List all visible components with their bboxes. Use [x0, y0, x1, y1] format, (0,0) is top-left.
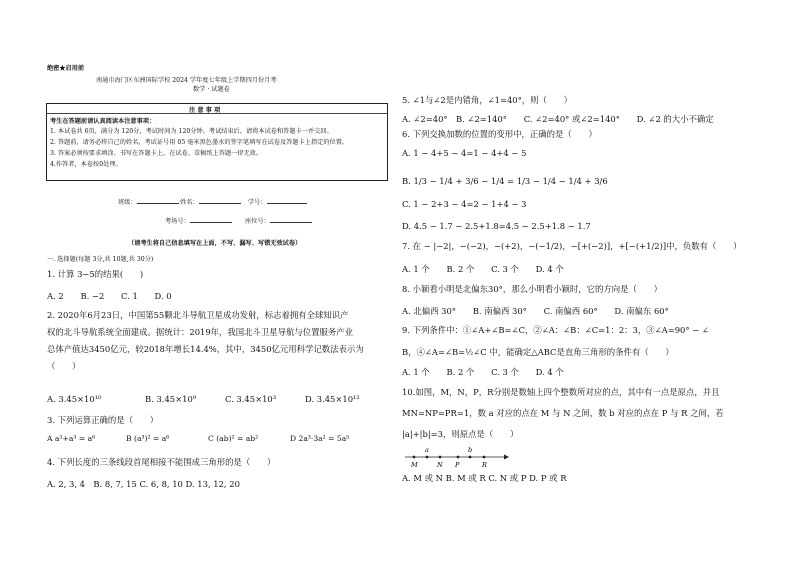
q3-stem: 3. 下列运算正确的是（ ） [47, 415, 159, 425]
label-m: M [411, 461, 418, 468]
q9-options: A. 1 个 B. 2 个 C. 3 个 D. 4 个 [402, 367, 564, 377]
q4-options: A. 2, 3, 4 B. 8, 7, 15 C. 6, 8, 10 D. 13, 12, 20 [47, 479, 240, 489]
q10-line: 10.如图，M，N，P，R分别是数轴上四个整数所对应的点，其中有一点是原点，并且 [402, 387, 720, 397]
notice-item: 3. 答案必须按要求填涂、书写在答题卡上，在试卷、草稿纸上答题一律无效。 [50, 150, 263, 157]
q6-option-a: A. 1 − 4+5 − 4=1 − 4+4 − 5 [402, 148, 527, 158]
label-p: P [455, 461, 460, 468]
exam-subtitle: 数学 · 试题卷 [193, 86, 230, 93]
q10-options: A. M 或 N B. M 或 R C. N 或 P D. P 或 R [402, 473, 567, 483]
q1-options: A. 2 B. −2 C. 1 D. 0 [47, 291, 172, 301]
q4-stem: 4. 下列长度的三条线段首尾相接不能围成三角形的是（ ） [47, 457, 276, 467]
q2-line: 2. 2020年6月23日，中国第55颗北斗导航卫星成功发射，标志着拥有全球知识产 [47, 310, 349, 320]
fill-instruction: （请考生将自己信息填写在上面，不写、漏写、写错无效试卷） [128, 240, 302, 247]
field-name-label: 姓名： [180, 199, 199, 206]
notice-item: 4.作答者，本卷按0处理。 [50, 161, 122, 168]
q1-stem: 1. 计算 3−5的结果( ) [47, 269, 144, 279]
notice-item: 1. 本试卷共 6页，满分为 120分，考试时间为 120分钟。考试结束后，请将本试卷和答题卡一并交回。 [50, 128, 333, 135]
section-heading: 一. 选择题(每题 3分,共 10题,共 30分) [47, 256, 154, 263]
q2-line: 权的北斗导航系统全面建成。据统计：2019年，我国北斗卫星导航与位置服务产业 [47, 327, 354, 337]
field-seat[interactable] [245, 216, 312, 225]
q5-options: A. ∠2=40° B. ∠2=140° C. ∠2=40° 或∠2=140° D. ∠2 的大小不确定 [402, 114, 714, 124]
q3-option-d: D 2a³·3a² = 5a⁵ [290, 434, 350, 443]
exam-title: 南通市海门区东洲国际学校 2024 学年度七年级上学期四月份月考 [96, 77, 277, 84]
q2-option-c: C. 3.45×10³ [225, 394, 277, 404]
q6-option-c: C. 1 − 2+3 − 4=2 − 1+4 − 3 [402, 199, 527, 209]
q10-line: |a|+|b|=3，则原点是（ ） [402, 429, 519, 439]
field-room[interactable] [165, 216, 232, 225]
number-line-figure [402, 444, 512, 468]
number-line-arrow [504, 455, 509, 460]
q8-stem: 8. 小颖看小明是北偏东30°，那么小明看小颖时，它的方向是（ ） [402, 284, 662, 294]
point-b [469, 456, 472, 459]
q6-stem: 6. 下列交换加数的位置的变形中，正确的是（ ） [402, 129, 597, 139]
notice-item: 2. 答题前，请务必将自己的姓名、考试证号用 05 毫米黑色墨水的签字笔填写在试卷及答题卡上指定的位置。 [50, 139, 349, 146]
q10-line: MN=NP=PR=1，数 a 对应的点在 M 与 N 之间，数 b 对应的点在 P 与 R 之间，若 [402, 408, 724, 418]
q2-line: （ ） [47, 361, 81, 371]
q7-options: A. 1 个 B. 2 个 C. 3 个 D. 4 个 [402, 264, 564, 274]
label-r: R [482, 461, 487, 468]
q7-stem: 7. 在 − |−2|，−(−2)，−(+2)，−(−1/2)，−[+(−2)]，+[−(+1/2)]中，负数有（ ） [402, 241, 742, 251]
field-class[interactable] [118, 197, 179, 206]
field-class-label: 班级： [118, 199, 137, 206]
notice-divider [47, 113, 387, 114]
notice-intro: 考生在答题前请认真阅读本注意事项： [50, 118, 156, 125]
field-seat-label: 座位号： [245, 218, 270, 225]
q2-option-d: D. 3.45×10¹² [305, 394, 360, 404]
q3-option-a: A a³+a³ = a⁶ [47, 434, 96, 443]
label-a: a [425, 446, 429, 454]
point-r [483, 456, 486, 459]
field-name[interactable] [180, 197, 241, 206]
q5-stem: 5. ∠1与∠2是内错角，∠1=40°，则（ ） [402, 95, 573, 105]
q6-option-b: B. 1/3 − 1/4 + 3/6 − 1/4 = 1/3 − 1/4 − 1/4 + 3/6 [402, 176, 608, 186]
point-m [413, 456, 416, 459]
q8-options: A. 北偏西 30° B. 南偏西 30° C. 南偏西 60° D. 南偏东 60° [402, 306, 669, 316]
field-id[interactable] [248, 197, 307, 206]
point-p [457, 456, 460, 459]
q3-option-c: C (ab)² = ab² [208, 434, 259, 443]
notice-heading: 注 意 事 项 [189, 107, 221, 114]
q9-line: B，④∠A=∠B=½∠C 中，能确定△ABC是直角三角形的条件有（ ） [402, 347, 674, 357]
q3-option-b: B (a³)² = a⁶ [126, 434, 170, 443]
q9-line: 9. 下列条件中：①∠A+∠B=∠C，②∠A：∠B：∠C=1：2：3，③∠A=90° − ∠ [402, 325, 709, 335]
q2-option-a: A. 3.45×10¹⁰ [47, 394, 102, 404]
field-id-label: 学号： [248, 199, 267, 206]
field-room-label: 考场号： [165, 218, 190, 225]
label-b: b [468, 446, 473, 454]
point-n [439, 456, 442, 459]
q2-option-b: B. 3.45×10⁹ [145, 394, 197, 404]
notice-box [46, 103, 388, 181]
secret-mark: 绝密★启用前 [47, 65, 85, 72]
point-a [426, 456, 429, 459]
q2-line: 总体产值达3450亿元，较2018年增长14.4%，其中，3450亿元用科学记数法表示为 [47, 344, 364, 354]
q6-option-d: D. 4.5 − 1.7 − 2.5+1.8=4.5 − 2.5+1.8 − 1.7 [402, 221, 591, 231]
label-n: N [437, 461, 443, 468]
